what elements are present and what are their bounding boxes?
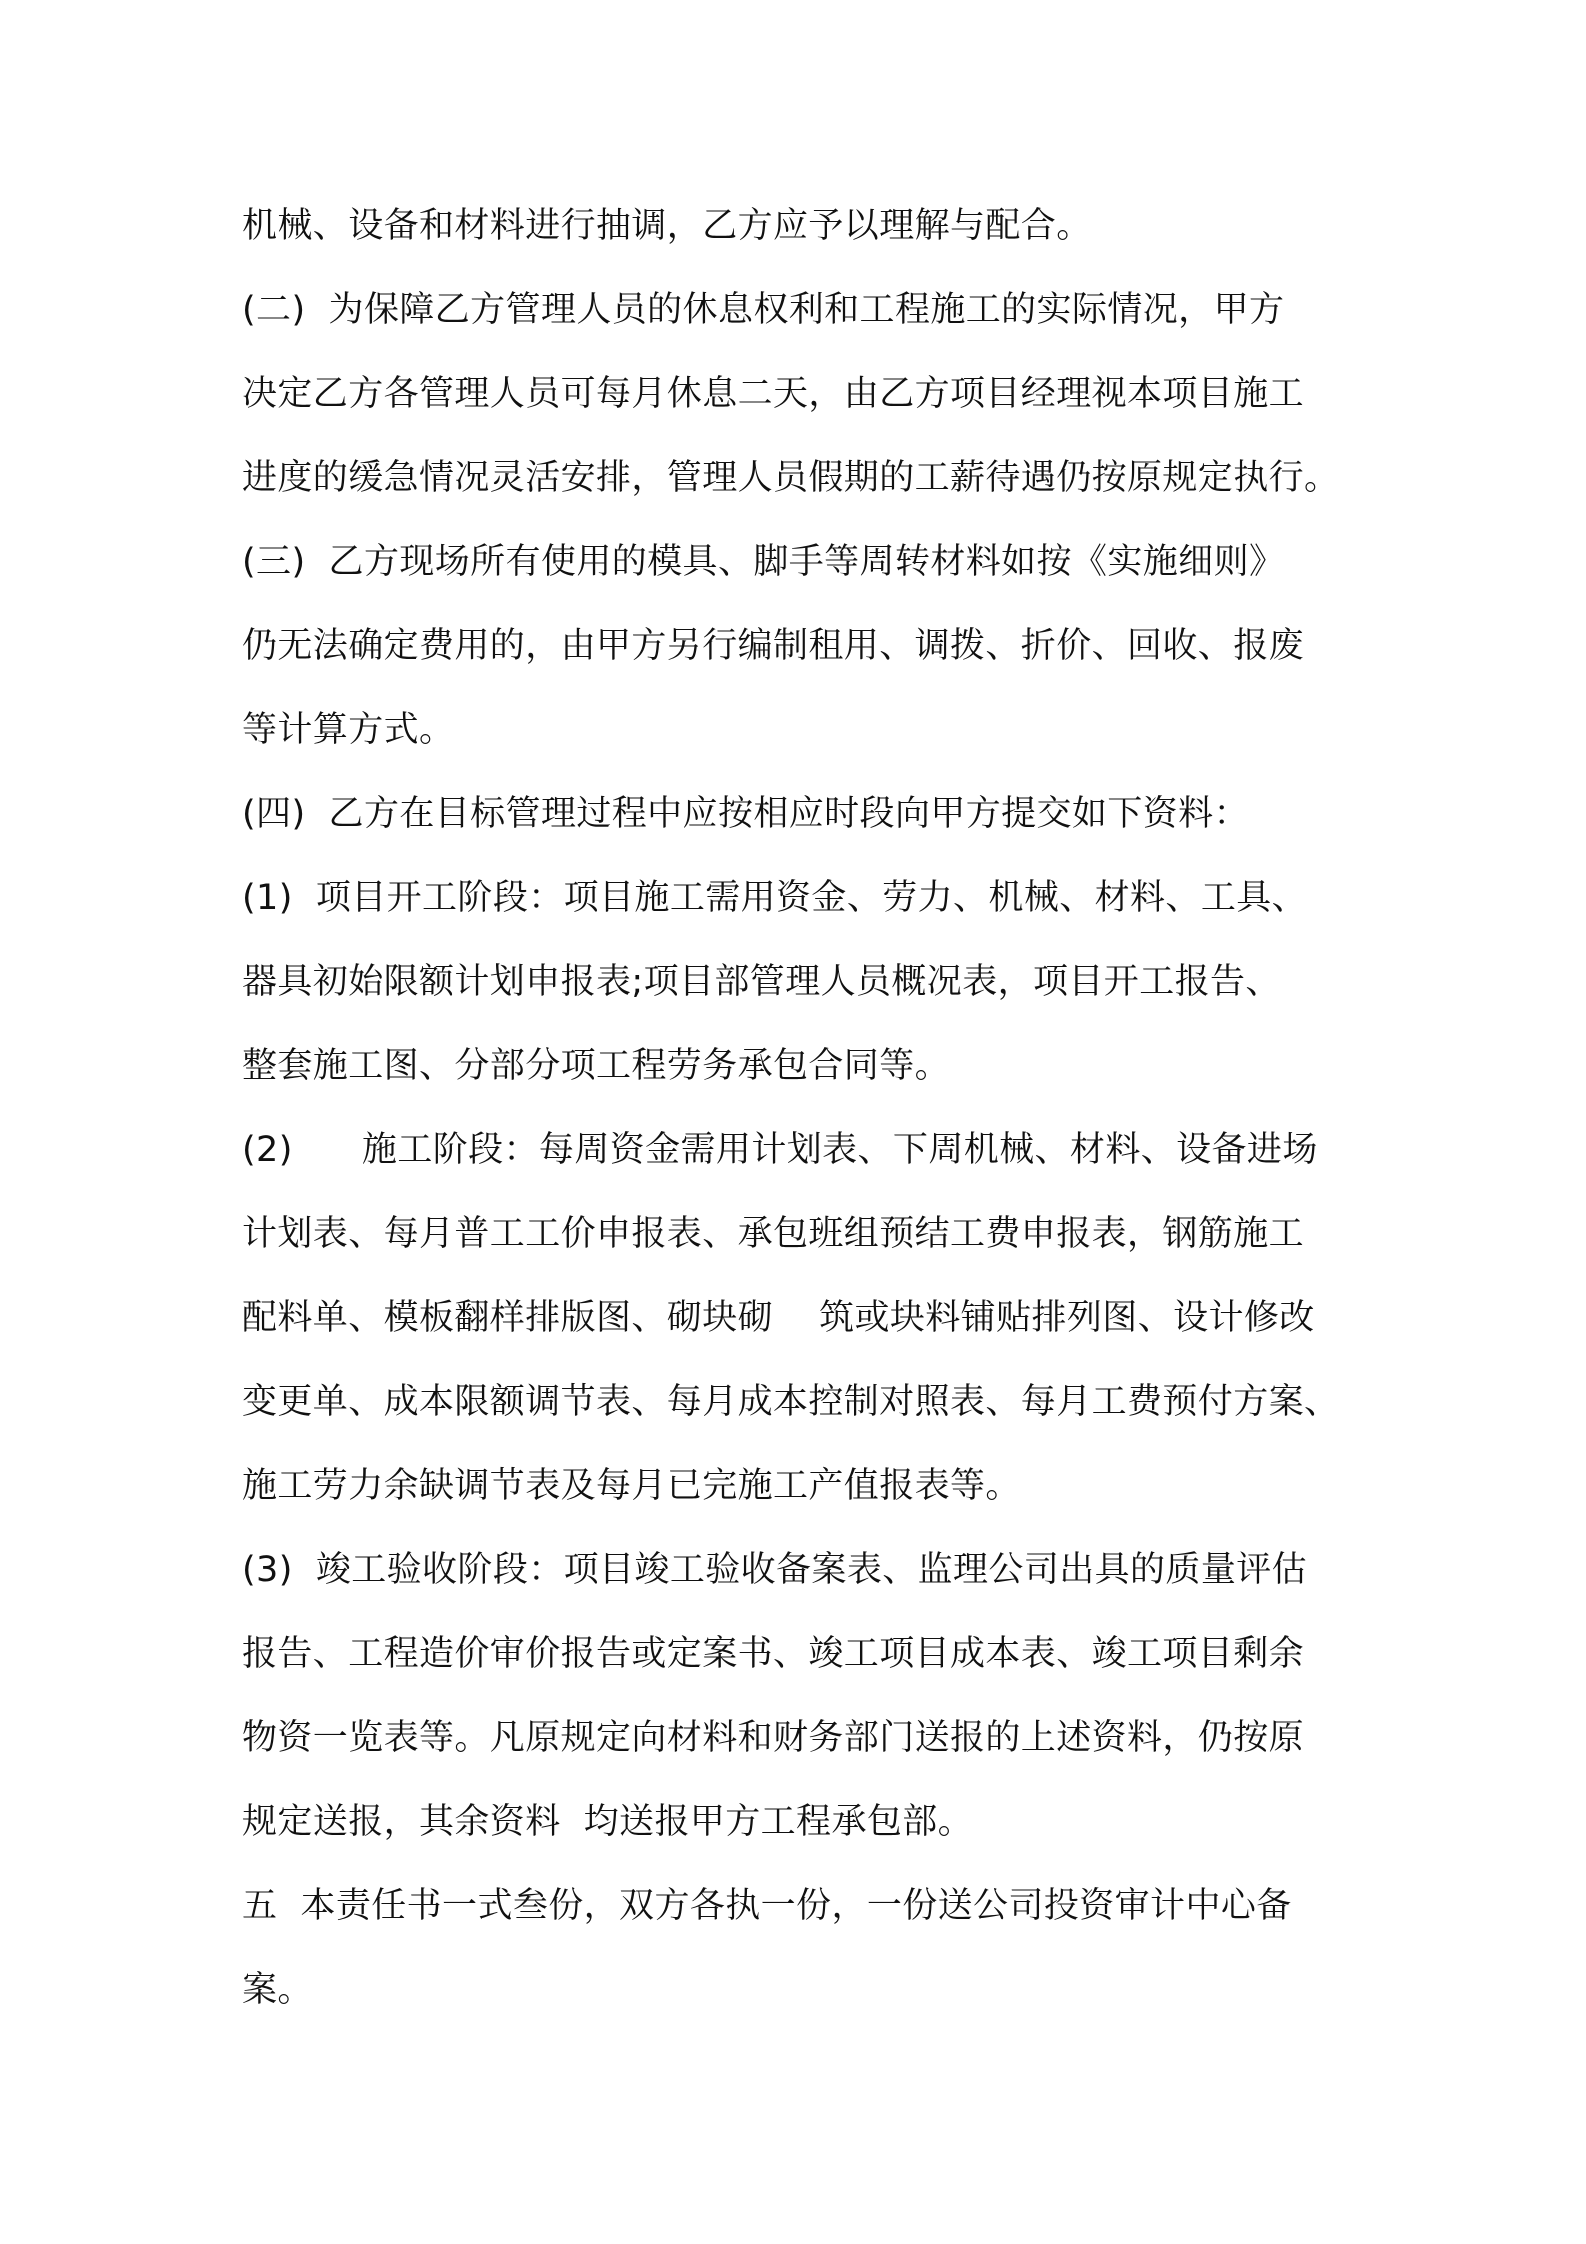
text-line: 配料单、模板翻样排版图、砌块砌 筑或块料铺贴排列图、设计修改 <box>242 1298 1315 1338</box>
text-line: (四) 乙方在目标管理过程中应按相应时段向甲方提交如下资料： <box>242 794 1249 834</box>
text-line: 决定乙方各管理人员可每月休息二天，由乙方项目经理视本项目施工 <box>242 374 1305 414</box>
text-line: 器具初始限额计划申报表;项目部管理人员概况表，项目开工报告、 <box>242 962 1281 1002</box>
text-line: (2) 施工阶段：每周资金需用计划表、下周机械、材料、设备进场 <box>242 1130 1318 1170</box>
text-line: 施工劳力余缺调节表及每月已完施工产值报表等。 <box>242 1466 1021 1506</box>
text-line: 计划表、每月普工工价申报表、承包班组预结工费申报表，钢筋施工 <box>242 1214 1305 1254</box>
text-line: 整套施工图、分部分项工程劳务承包合同等。 <box>242 1046 951 1086</box>
text-line: 进度的缓急情况灵活安排，管理人员假期的工薪待遇仍按原规定执行。 <box>242 458 1340 498</box>
text-line: 等计算方式。 <box>242 710 455 750</box>
text-line: 案。 <box>242 1970 313 2010</box>
text-line: 变更单、成本限额调节表、每月成本控制对照表、每月工费预付方案、 <box>242 1382 1340 1422</box>
text-line: 物资一览表等。凡原规定向材料和财务部门送报的上述资料，仍按原 <box>242 1718 1305 1758</box>
text-line: 机械、设备和材料进行抽调，乙方应予以理解与配合。 <box>242 206 1092 246</box>
text-line: (1) 项目开工阶段：项目施工需用资金、劳力、机械、材料、工具、 <box>242 878 1308 918</box>
text-line: (3) 竣工验收阶段：项目竣工验收备案表、监理公司出具的质量评估 <box>242 1550 1308 1590</box>
text-line: (二) 为保障乙方管理人员的休息权利和工程施工的实际情况，甲方 <box>242 290 1285 330</box>
text-line: 报告、工程造价审价报告或定案书、竣工项目成本表、竣工项目剩余 <box>242 1634 1305 1674</box>
text-line: (三) 乙方现场所有使用的模具、脚手等周转材料如按《实施细则》 <box>242 542 1285 582</box>
text-line: 规定送报，其余资料 均送报甲方工程承包部。 <box>242 1802 974 1842</box>
text-line: 仍无法确定费用的，由甲方另行编制租用、调拨、折价、回收、报废 <box>242 626 1305 666</box>
text-line: 五 本责任书一式叁份，双方各执一份，一份送公司投资审计中心备 <box>242 1886 1292 1926</box>
